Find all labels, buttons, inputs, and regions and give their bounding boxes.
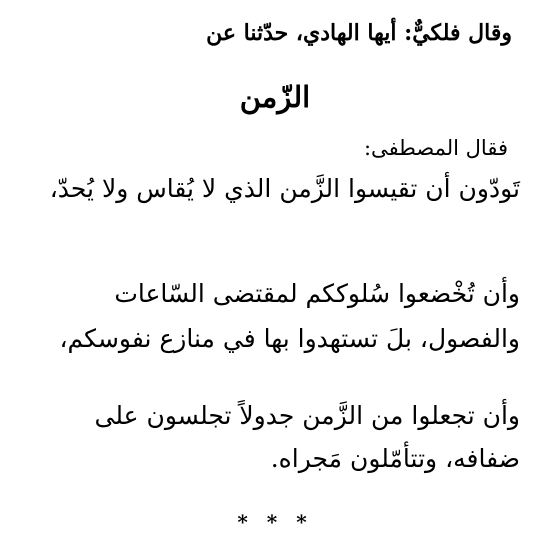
paragraph-2-line-1: وأن تُخْضعوا سُلوككم لمقتضى السّاعات — [114, 279, 520, 308]
paragraph-3-line-1: وأن تجعلوا من الزَّمن جدولاً تجلسون على — [94, 401, 520, 430]
section-heading: الزّمن — [239, 80, 311, 114]
section-separator: * * * — [237, 510, 313, 534]
intro-line: وقال فلكيٌّ: أيها الهادي، حدّثنا عن — [206, 20, 512, 46]
paragraph-1-line-1: تَودّون أن تقيسوا الزَّمن الذي لا يُقاس ولا يُحدّ، — [49, 174, 520, 203]
paragraph-3-line-2: ضفافه، وتتأمّلون مَجراه. — [270, 444, 520, 473]
speaker-line: فقال المصطفى: — [363, 136, 508, 160]
paragraph-2-line-2: والفصول، بلَ تستهدوا بها في منازع نفوسكم، — [59, 324, 520, 353]
